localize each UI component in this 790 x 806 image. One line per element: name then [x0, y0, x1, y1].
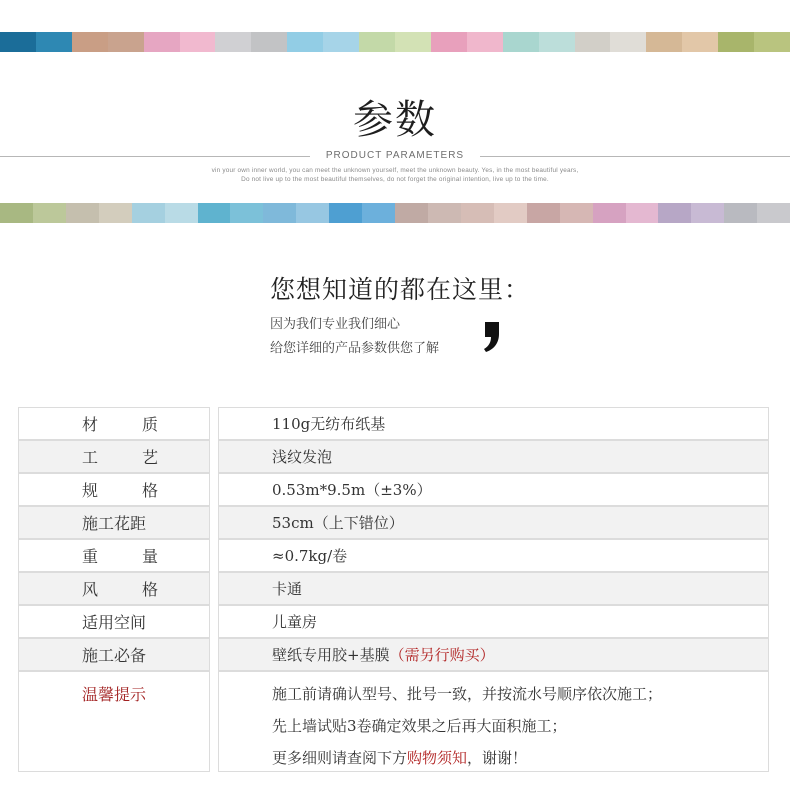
section-subtitle: PRODUCT PARAMETERS	[325, 150, 465, 161]
color-swatch	[658, 203, 691, 223]
divider-line	[480, 156, 790, 157]
color-swatch	[646, 32, 682, 52]
row-label: 适用空间	[82, 613, 147, 632]
color-swatch	[144, 32, 180, 52]
color-swatch	[66, 203, 99, 223]
color-swatch	[36, 32, 72, 52]
intro-heading: 您想知道的都在这里：	[270, 275, 531, 304]
color-swatch	[626, 203, 659, 223]
purchase-separately-note: （需另行购买）	[389, 646, 495, 664]
color-swatch	[296, 203, 329, 223]
row-label: 施工必备	[82, 646, 147, 665]
notice-line: 先上墙试贴3卷确定效果之后再大面积施工；	[272, 717, 567, 735]
notice-line: 更多细则请查阅下方购物须知，谢谢！	[272, 749, 528, 767]
color-swatch	[560, 203, 593, 223]
color-swatch	[33, 203, 66, 223]
table-row	[18, 539, 770, 572]
comma-icon	[481, 320, 501, 354]
color-swatch	[132, 203, 165, 223]
row-label: 风 格	[82, 580, 158, 599]
color-swatch	[527, 203, 560, 223]
color-swatch	[329, 203, 362, 223]
color-swatch	[431, 32, 467, 52]
row-label: 材 质	[82, 415, 158, 434]
notice-text	[272, 678, 662, 774]
row-label: 重 量	[82, 547, 158, 566]
row-value: 卡通	[272, 580, 303, 598]
color-swatch	[395, 32, 431, 52]
tagline-line-1: vin your own inner world, you can meet the unknown yourself, meet the unknown beauty. Yes, in the most beautiful years,	[211, 167, 579, 174]
color-swatch	[230, 203, 263, 223]
table-row-notice	[18, 671, 770, 772]
table-row	[18, 506, 770, 539]
table-row	[18, 605, 770, 638]
color-swatch	[428, 203, 461, 223]
row-label: 规 格	[82, 481, 158, 500]
color-swatch	[467, 32, 503, 52]
color-swatch	[754, 32, 790, 52]
row-value: 浅纹发泡	[272, 448, 333, 466]
row-value: 儿童房	[272, 613, 318, 631]
color-swatch	[198, 203, 231, 223]
color-swatch	[108, 32, 144, 52]
row-label: 施工花距	[82, 514, 147, 533]
color-swatch	[0, 203, 33, 223]
row-value: 53cm（上下错位）	[272, 514, 404, 532]
table-row	[18, 440, 770, 473]
row-value: ≈0.7kg/卷	[272, 547, 348, 565]
row-value: 110g无纺布纸基	[272, 415, 386, 433]
color-swatch-strip-bottom	[0, 203, 790, 223]
color-swatch	[180, 32, 216, 52]
color-swatch	[0, 32, 36, 52]
color-swatch-strip-top	[0, 32, 790, 52]
color-swatch	[539, 32, 575, 52]
table-row	[18, 473, 770, 506]
intro-line: 给您详细的产品参数供您了解	[270, 341, 440, 356]
intro-line: 因为我们专业我们细心	[270, 317, 401, 332]
color-swatch	[99, 203, 132, 223]
color-swatch	[362, 203, 395, 223]
color-swatch	[287, 32, 323, 52]
color-swatch	[461, 203, 494, 223]
color-swatch	[610, 32, 646, 52]
section-title: 参数	[353, 97, 437, 143]
table-row	[18, 572, 770, 605]
color-swatch	[691, 203, 724, 223]
shopping-notice-link: 购物须知	[407, 749, 468, 767]
divider-line	[0, 156, 310, 157]
row-value: 0.53m*9.5m（±3%）	[272, 481, 432, 499]
color-swatch	[757, 203, 790, 223]
table-row	[18, 638, 770, 671]
color-swatch	[263, 203, 296, 223]
notice-line: 施工前请确认型号、批号一致，并按流水号顺序依次施工；	[272, 685, 663, 703]
section-subtitle-row	[0, 150, 790, 164]
color-swatch	[72, 32, 108, 52]
row-value: 壁纸专用胶+基膜 （需另行购买）	[272, 646, 495, 664]
color-swatch	[503, 32, 539, 52]
color-swatch	[395, 203, 428, 223]
color-swatch	[215, 32, 251, 52]
color-swatch	[718, 32, 754, 52]
color-swatch	[682, 32, 718, 52]
color-swatch	[593, 203, 626, 223]
color-swatch	[359, 32, 395, 52]
tagline-line-2: Do not live up to the most beautiful themselves, do not forget the original intention, live up to the time.	[241, 176, 549, 183]
color-swatch	[724, 203, 757, 223]
color-swatch	[165, 203, 198, 223]
notice-label: 温馨提示	[82, 685, 147, 704]
color-swatch	[251, 32, 287, 52]
color-swatch	[494, 203, 527, 223]
color-swatch	[575, 32, 611, 52]
color-swatch	[323, 32, 359, 52]
row-label: 工 艺	[82, 448, 158, 467]
table-row	[18, 407, 770, 440]
